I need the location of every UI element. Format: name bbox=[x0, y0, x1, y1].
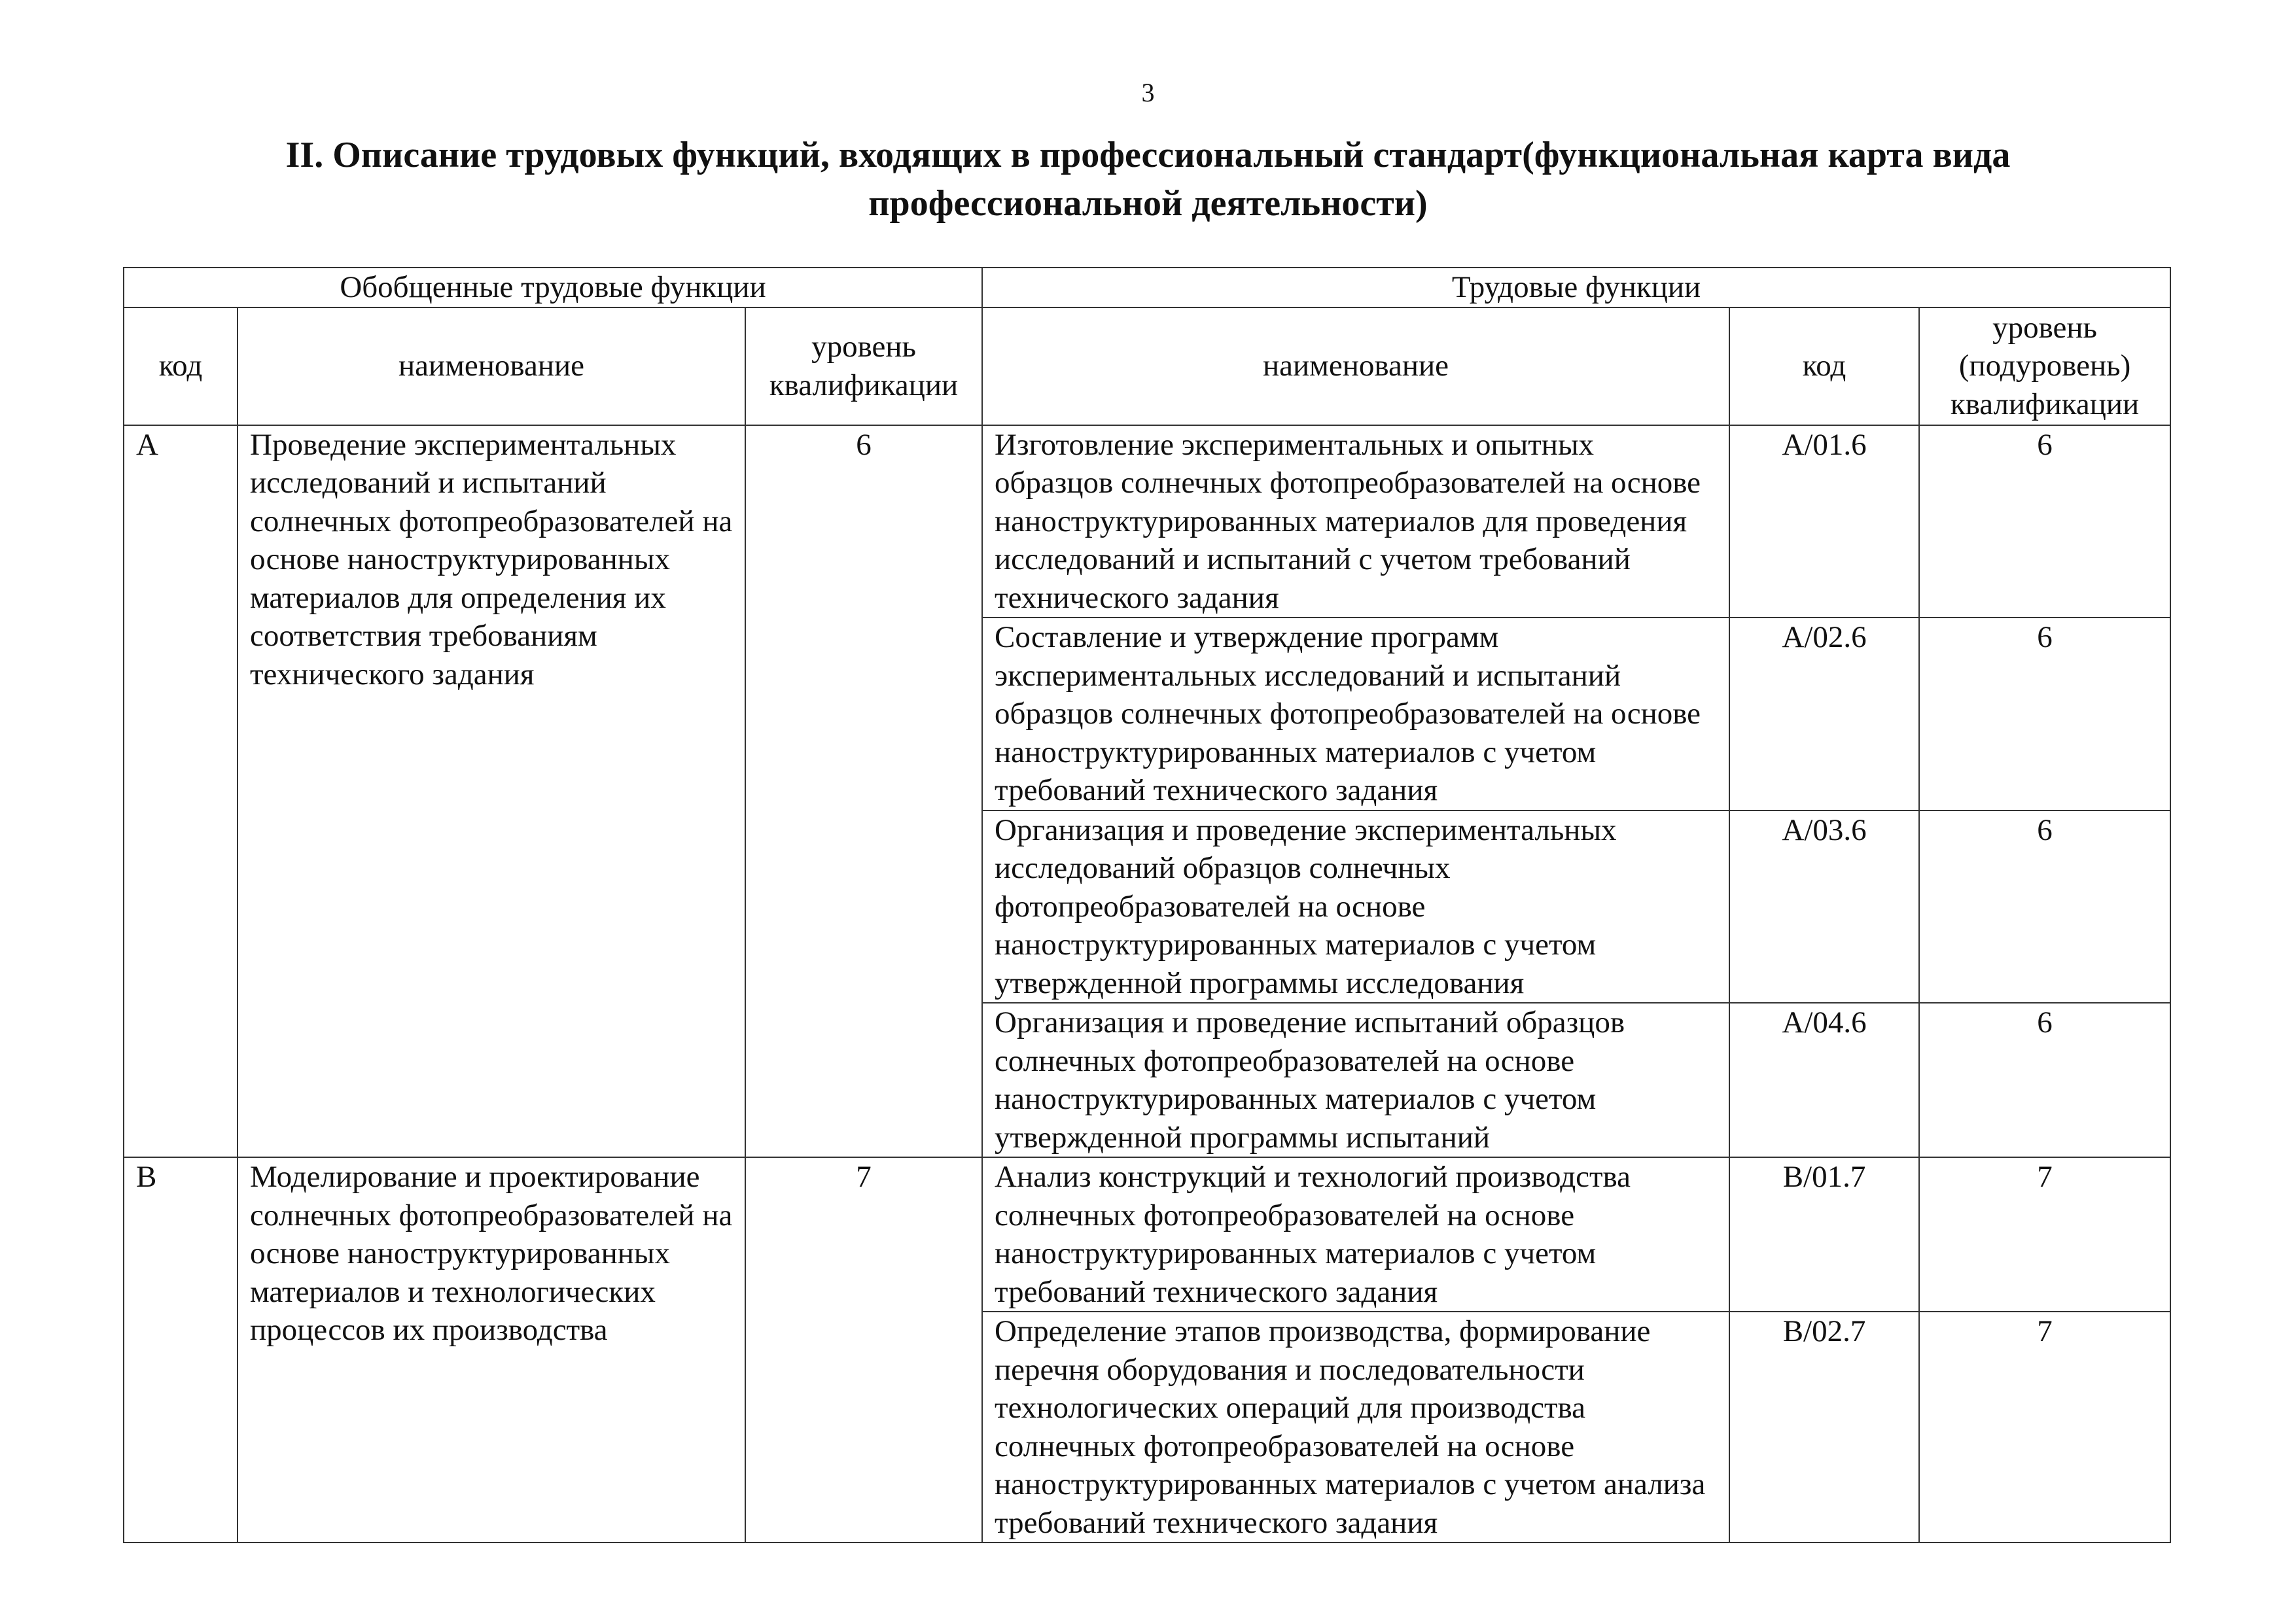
function-code: A/01.6 bbox=[1729, 425, 1919, 618]
col-header-code: код bbox=[124, 307, 238, 425]
group-code: A bbox=[124, 425, 238, 1158]
group-code: B bbox=[124, 1157, 238, 1543]
function-name: Изготовление экспериментальных и опытных образцов солнечных фотопреобразователей на основе наноструктурированных материалов для проведения исследований и испытаний с учетом требований технического задания bbox=[982, 425, 1729, 618]
col-header-name: наименование bbox=[238, 307, 745, 425]
function-code: A/04.6 bbox=[1729, 1003, 1919, 1157]
function-code: A/03.6 bbox=[1729, 811, 1919, 1003]
function-level: 7 bbox=[1919, 1312, 2170, 1543]
functional-map-table bbox=[123, 267, 2171, 1543]
function-level: 7 bbox=[1919, 1157, 2170, 1312]
col-header-tf-code: код bbox=[1729, 307, 1919, 425]
page-number: 3 bbox=[1141, 78, 1155, 107]
function-level: 6 bbox=[1919, 811, 2170, 1003]
header-generalized-functions: Обобщенные трудовые функции bbox=[124, 268, 982, 307]
col-header-tf-level: уровень (подуровень) квалификации bbox=[1919, 307, 2170, 425]
function-name: Определение этапов производства, формирование перечня оборудования и последовательности технологических операций для производства солнечных фотопреобразователей на основе наноструктурированных материалов с учетом анализа требований технического задания bbox=[982, 1312, 1729, 1543]
header-labor-functions: Трудовые функции bbox=[982, 268, 2170, 307]
col-header-tf-name: наименование bbox=[982, 307, 1729, 425]
function-name: Организация и проведение экспериментальных исследований образцов солнечных фотопреобразователей на основе наноструктурированных материалов с учетом утвержденной программы исследования bbox=[982, 811, 1729, 1003]
function-level: 6 bbox=[1919, 1003, 2170, 1157]
group-level: 6 bbox=[745, 425, 982, 1158]
function-name: Анализ конструкций и технологий производства солнечных фотопреобразователей на основе наноструктурированных материалов с учетом требований технического задания bbox=[982, 1157, 1729, 1312]
table-row bbox=[124, 1157, 2170, 1312]
function-code: B/02.7 bbox=[1729, 1312, 1919, 1543]
group-level: 7 bbox=[745, 1157, 982, 1543]
table-row bbox=[124, 425, 2170, 618]
col-header-level: уровень квалификации bbox=[745, 307, 982, 425]
function-name: Составление и утверждение программ экспериментальных исследований и испытаний образцов солнечных фотопреобразователей на основе наноструктурированных материалов с учетом требований технического задания bbox=[982, 618, 1729, 811]
function-level: 6 bbox=[1919, 618, 2170, 811]
function-code: A/02.6 bbox=[1729, 618, 1919, 811]
group-name: Моделирование и проектирование солнечных фотопреобразователей на основе наноструктурированных материалов и технологических процессов их производства bbox=[238, 1157, 745, 1543]
function-name: Организация и проведение испытаний образцов солнечных фотопреобразователей на основе наноструктурированных материалов с учетом утвержденной программы испытаний bbox=[982, 1003, 1729, 1157]
function-code: B/01.7 bbox=[1729, 1157, 1919, 1312]
function-level: 6 bbox=[1919, 425, 2170, 618]
page-title: II. Описание трудовых функций, входящих в профессиональный стандарт(функциональная карта вида профессиональной деятельности) bbox=[285, 135, 2011, 224]
group-name: Проведение экспериментальных исследований и испытаний солнечных фотопреобразователей на основе наноструктурированных материалов для определения их соответствия требованиям технического задания bbox=[238, 425, 745, 1158]
